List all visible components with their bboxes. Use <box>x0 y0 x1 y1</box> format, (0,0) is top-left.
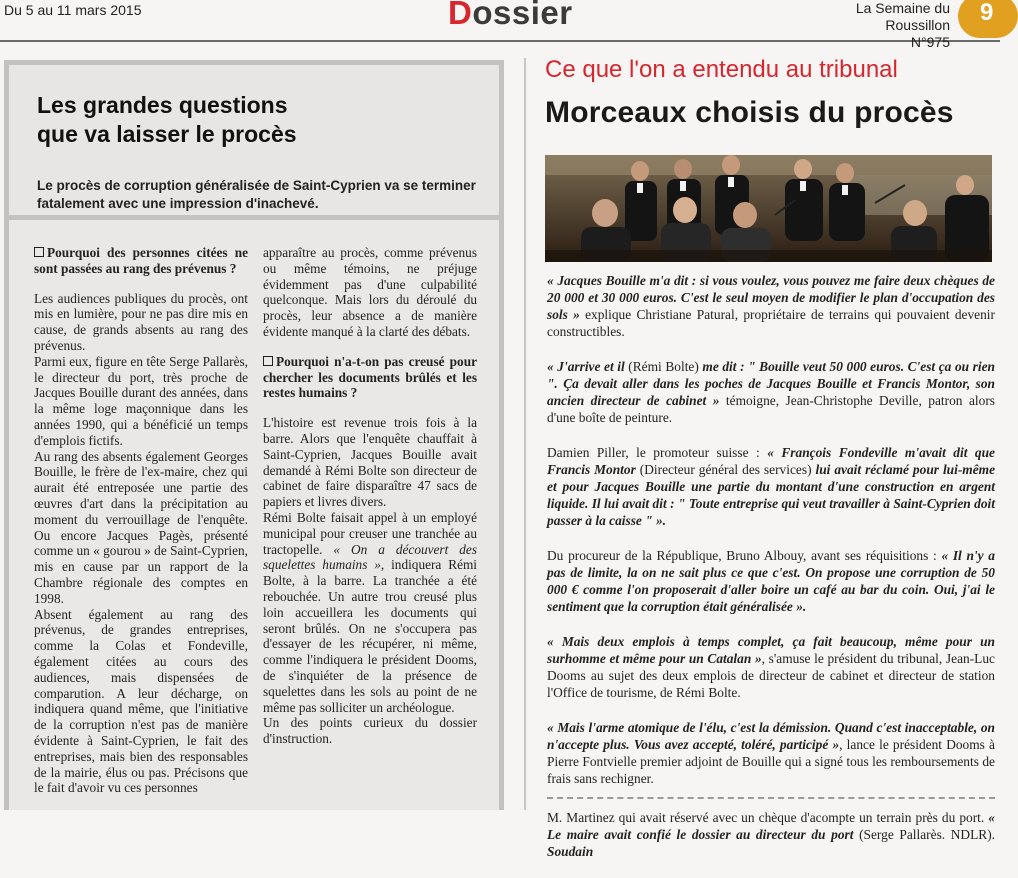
question-2-text: Pourquoi n'a-t-on pas creusé pour chercher les documents brûlés et les restes humains ? <box>263 353 477 401</box>
paragraph: Les audiences publiques du procès, ont mis en lumière, pour ne pas dire mis en cause, de grands absents au rang des prévenus. <box>34 290 248 353</box>
paragraph: L'histoire est revenue trois fois à la barre. Alors que l'enquête chauffait à Saint-Cyprien, Jacques Bouille avait demandé à Rémi Bolte son directeur de cabinet de faire disparaître 47 sacs de papiers et livres divers. <box>263 415 477 510</box>
paragraph: Au rang des absents également Georges Bouille, le frère de l'ex-maire, chez qui aurait été entreposée une partie des œuvres d'art dans la précipitation au moment du verrouillage de l'enquête. Ou encore Jacques Pagès, présenté comme un « gourou » de Saint-Cyprien, mis en cause par un rapport de la Chambre régionale des comptes en 1998. <box>34 448 248 606</box>
quote-paragraph-6 <box>547 719 995 787</box>
text-run: Rémi Bolte faisait appel à un employé municipal pour creuser une tranchée au tractopelle. <box>263 509 477 557</box>
right-article-title: Morceaux choisis du procès <box>545 96 954 129</box>
dashed-separator <box>547 797 995 799</box>
column-divider <box>524 58 526 810</box>
quote: « Mais l'arme atomique de l'élu, c'est la démission. Quand c'est inacceptable, on n'accepte plus. Vous avez accepté, toléré, participé » <box>547 720 995 752</box>
publication-name: La Semaine du Roussillon <box>855 0 950 33</box>
text-run: Du procureur de la République, Bruno Albouy, avant ses réquisitions : <box>547 548 942 563</box>
issue-date: Du 5 au 11 mars 2015 <box>4 2 142 18</box>
left-column-1 <box>34 245 248 796</box>
checkbox-square-icon <box>34 247 44 257</box>
quote: « Jacques Bouille m'a dit : si vous voulez, vous pouvez me faire deux chèques de 20 000 et 30 000 euros. C'est le seul moyen de modifier le plan d'occupation des sols » <box>547 273 995 322</box>
question-heading <box>34 245 248 277</box>
page-number-tab <box>958 0 1018 38</box>
quote: lui avait réclamé pour lui-même et pour Jacques Bouille une partie du montant d'une construction en argent liquide. Il lui avait dit : " Toute entreprise qui veut travailler à Saint-Cyprien doit passer à la caisse " ». <box>547 462 996 528</box>
text-run: (Rémi Bolte) <box>624 359 703 374</box>
quote-paragraph-5 <box>547 633 995 701</box>
quote: « Il n'y a pas de limite, la on ne sait plus ce que c'est. On propose une corruption de 50 000 € comme l'on proposerait d'aller boire un café au bar du coin. Oui, j'ai le sentiment que la corruption était généralisée ». <box>547 548 995 614</box>
text-run: , s'amuse le président du tribunal, Jean-Luc Dooms au sujet des deux emplois de directeur de cabinet et directeur de station l'Office de tourisme, de Rémi Bolte. <box>547 651 995 700</box>
quote-paragraph-1 <box>547 272 995 340</box>
quote-paragraph-2 <box>547 358 995 426</box>
quote: « On a découvert des squelettes humains » <box>263 541 478 573</box>
text-run: M. Martinez qui avait réservé avec un chèque d'acompte un terrain près du port. <box>547 810 989 825</box>
quote: « Le maire avait confié le dossier au directeur du port <box>547 810 995 842</box>
issue-number: N°975 <box>910 34 950 50</box>
page-header <box>0 0 1000 50</box>
courtroom-photo <box>545 155 992 262</box>
question-1-text: Pourquoi des personnes citées ne sont passées au rang des prévenus ? <box>34 245 248 276</box>
question-heading <box>263 354 477 401</box>
text-run: explique Christiane Patural, propriétaire de terrains qui pouvaient devenir constructibles. <box>547 307 995 339</box>
section-title <box>448 0 573 32</box>
quote: me dit : " Bouille veut 50 000 euros. C'est ça ou rien ". Ça devait aller dans les poches de Jacques Bouille et Francis Montor, son ancien directeur de cabinet » <box>547 359 996 408</box>
section-title-rest: ossier <box>472 0 573 31</box>
right-article-kicker: Ce que l'on a entendu au tribunal <box>545 56 898 83</box>
page-number: 9 <box>980 0 994 26</box>
quote-paragraph-7 <box>547 809 995 860</box>
quote: « François Fondeville m'avait dit que Francis Montor <box>547 445 996 477</box>
text-run: , lance le président Dooms à Pierre Fontvielle premier adjoint de Bouille qui a signé tous les remboursements de frais sans rechigner. <box>547 737 996 786</box>
section-title-initial: D <box>448 0 473 31</box>
text-run: , indiquera Rémi Bolte, à la barre. La tranchée a été rebouchée. Un autre trou creusé plus loin accueillera les documents qui seront brûlés. On ne s'occupera pas d'essayer de les récupérer, ni même, comme l'indiquera le président Dooms, de s'inquiéter de la présence de squelettes dans les sols au point de ne même pas solliciter un archéologue. <box>263 557 478 715</box>
paragraph: Un des points curieux du dossier d'instruction. <box>263 715 477 747</box>
quote-paragraph-3 <box>547 444 995 529</box>
text-run: témoigne, Jean-Christophe Deville, patron alors d'une boîte de peinture. <box>547 393 995 425</box>
publication-info <box>790 0 950 51</box>
left-article-header <box>4 60 504 220</box>
quote: « J'arrive et il <box>547 359 625 374</box>
quote: Soudain <box>547 844 594 859</box>
paragraph: Parmi eux, figure en tête Serge Pallarès, le directeur du port, très proche de Jacques Bouille durant des années, dans la même loge maçonnique dans les années 1990, qui a bénéficié un temps d'emplois fictifs. <box>34 353 248 448</box>
text-run: (Directeur général des services) <box>635 462 816 477</box>
paragraph <box>263 510 477 715</box>
text-run: Damien Piller, le promoteur suisse : <box>547 445 768 460</box>
quote: « Mais deux emplois à temps complet, ça fait beaucoup, même pour un surhomme et même pour un Catalan » <box>547 634 995 666</box>
courtroom-photo-illustration <box>545 155 992 262</box>
checkbox-square-icon <box>263 356 273 366</box>
text-run: (Serge Pallarès. NDLR). <box>853 827 996 842</box>
left-article-title <box>37 91 297 149</box>
left-title-line-2: que va laisser le procès <box>37 121 297 147</box>
left-title-line-1: Les grandes questions <box>37 92 288 118</box>
left-column-2 <box>263 245 477 747</box>
paragraph: Absent également au rang des prévenus, de grandes entreprises, comme la Colas et Fondeville, également citées au cours des audiences, mais dispensées de comparution. A leur décharge, on indiquera quand même, que l'initiative de la corruption n'est pas de manière évidente à Saint-Cyprien, le fait des entreprises, mais bien des responsables de la mairie, élus ou pas. Précisons que le fait d'avoir vu ces personnes <box>34 606 248 796</box>
left-article-subtitle: Le procès de corruption généralisée de Saint-Cyprien va se terminer fatalement avec une impression d'inachevé. <box>37 178 476 211</box>
right-article-body <box>547 272 995 878</box>
quote-paragraph-4 <box>547 547 995 615</box>
paragraph: apparaître au procès, comme prévenus ou même témoins, ne préjuge évidemment pas d'une culpabilité quelconque. Mais lors du déroulé du procès, leur absence a de manière évidente manqué à la clarté des débats. <box>263 245 477 339</box>
